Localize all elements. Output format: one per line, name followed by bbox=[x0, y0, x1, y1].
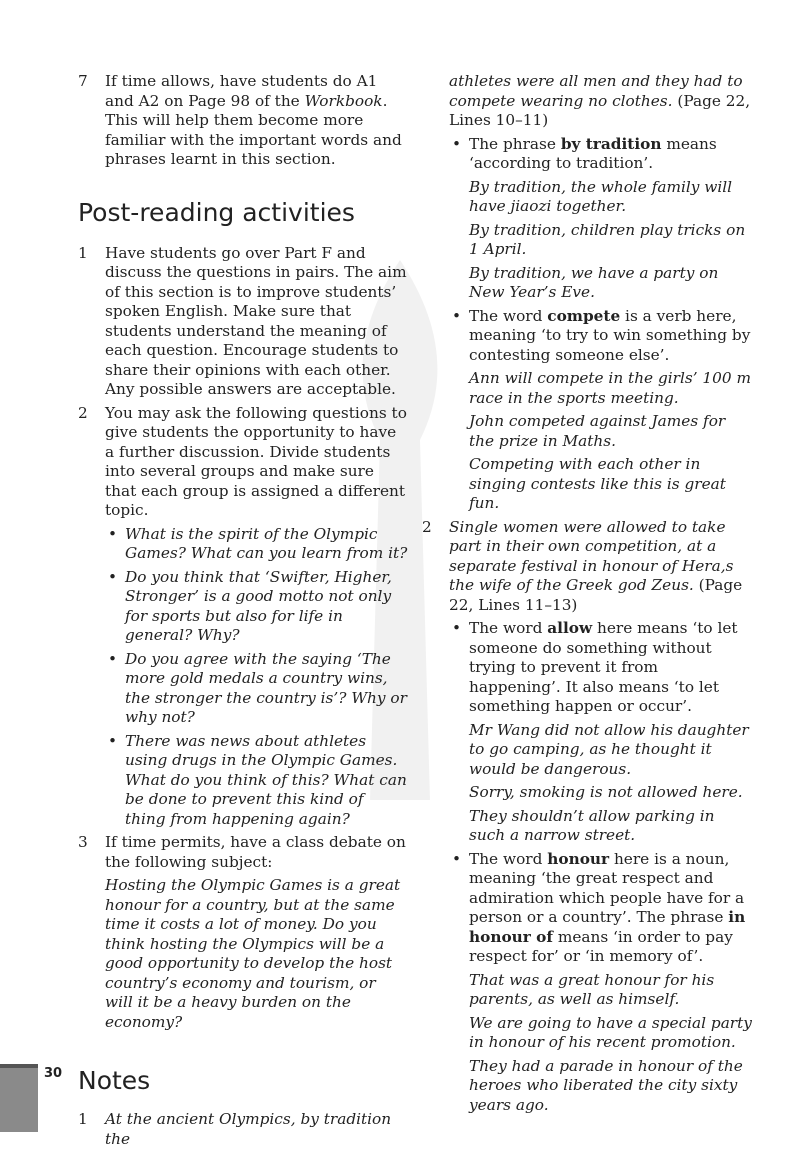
question-text: Do you think that ‘Swifter, Higher, Stronger’ is a good motto not only for sports but also for life in general? Why? bbox=[125, 567, 392, 644]
notes-heading: Notes bbox=[78, 1066, 151, 1095]
note-1-continued bbox=[422, 72, 752, 131]
note-2 bbox=[422, 518, 752, 1116]
vocab-term: by tradition bbox=[560, 134, 662, 153]
activity-number: 1 bbox=[78, 243, 88, 262]
activity-2 bbox=[78, 404, 408, 830]
question-text: What is the spirit of the Olympic Games? What can you learn from it? bbox=[125, 524, 408, 562]
activity-number: 2 bbox=[78, 403, 88, 422]
note-text: At the ancient Olympics, by tradition the bbox=[105, 1110, 392, 1148]
example-sentence: Competing with each other in singing contests like this is great fun. bbox=[469, 455, 726, 512]
teaching-step-7 bbox=[78, 72, 408, 170]
activity-3 bbox=[78, 833, 408, 1032]
step-text-end: . This will help them become more familiar with the important words and phrases learnt in this section. bbox=[105, 91, 402, 168]
vocab-term: compete bbox=[547, 306, 621, 325]
example-sentence: By tradition, we have a party on New Year’s Eve. bbox=[469, 263, 719, 301]
step-number: 7 bbox=[78, 72, 88, 90]
discussion-question bbox=[105, 568, 408, 646]
vocab-text: here is a noun, meaning ‘the great respect and admiration which people have for a person or a country’. The phrase bbox=[469, 849, 745, 926]
question-text: There was news about athletes using drugs in the Olympic Games. What do you think of this? What can be done to prevent this kind of thing from happening again? bbox=[125, 731, 407, 828]
post-reading-heading: Post-reading activities bbox=[78, 197, 355, 227]
vocab-text: means ‘in order to pay respect for’ or ‘in memory of’. bbox=[469, 927, 733, 965]
example-sentence: They shouldn’t allow parking in such a narrow street. bbox=[469, 806, 715, 844]
vocab-honour bbox=[449, 850, 752, 967]
vocab-text: The word bbox=[469, 306, 548, 325]
note-quote: athletes were all men and they had to compete wearing no clothes. bbox=[449, 72, 743, 110]
example-sentence: They had a parade in honour of the heroes who liberated the city sixty years ago. bbox=[469, 1056, 743, 1114]
left-column bbox=[78, 72, 408, 1149]
vocab-text: The phrase bbox=[469, 134, 561, 153]
vocab-text: means ‘according to tradition’. bbox=[469, 134, 717, 172]
bullet-icon: • bbox=[452, 849, 462, 868]
vocab-text: The word bbox=[469, 849, 548, 868]
discussion-question bbox=[105, 525, 408, 564]
vocab-text: here means ‘to let someone do something without trying to prevent it from happening’. It also means ‘to let something happen or occur’. bbox=[469, 619, 738, 715]
example-sentence: John competed against James for the prize in Maths. bbox=[469, 412, 726, 450]
note-reference: (Page 22, Lines 11–13) bbox=[449, 576, 743, 614]
discussion-question bbox=[105, 650, 408, 728]
bullet-icon: • bbox=[452, 619, 462, 637]
activity-number: 3 bbox=[78, 833, 88, 851]
note-1-explanations bbox=[422, 135, 752, 514]
example-sentence: We are going to have a special party in honour of his recent promotion. bbox=[469, 1013, 752, 1051]
example-sentence: Ann will compete in the girls’ 100 m race in the sports meeting. bbox=[469, 369, 751, 407]
page-number: 30 bbox=[44, 1066, 63, 1081]
vocab-compete bbox=[449, 307, 752, 366]
note-number: 2 bbox=[422, 517, 432, 536]
discussion-question bbox=[105, 732, 408, 830]
vocab-term: in honour of bbox=[469, 908, 746, 946]
note-quote: Single women were allowed to take part in their own competition, at a separate festival in honour of Hera,s the wife of the Greek god Zeus. bbox=[449, 517, 734, 594]
footer-tab bbox=[0, 1068, 38, 1132]
example-sentence: By tradition, the whole family will have jiaozi together. bbox=[469, 177, 733, 215]
bullet-icon: • bbox=[108, 731, 118, 750]
example-sentence: Sorry, smoking is not allowed here. bbox=[469, 783, 743, 801]
workbook-title: Workbook bbox=[304, 91, 383, 110]
bullet-icon: • bbox=[108, 649, 118, 668]
activity-text: If time permits, have a class debate on the following subject: bbox=[105, 833, 406, 871]
step-text: If time allows, have students do A1 and A2 on Page 98 of the bbox=[105, 72, 378, 110]
activity-text: Have students go over Part F and discuss the questions in pairs. The aim of this section is to improve students’ spoken English. Make sure that students understand the meaning of each question. Encourage students to share their opinions with each other. Any possible answers are acceptable. bbox=[105, 243, 407, 398]
note-number: 1 bbox=[78, 1110, 88, 1128]
example-sentence: By tradition, children play tricks on 1 April. bbox=[469, 220, 746, 258]
right-column bbox=[422, 72, 752, 1115]
bullet-icon: • bbox=[452, 306, 462, 325]
vocab-by-tradition bbox=[449, 135, 752, 174]
vocab-term: allow bbox=[547, 619, 593, 637]
bullet-icon: • bbox=[452, 134, 462, 153]
debate-subject: Hosting the Olympic Games is a great honour for a country, but at the same time it costs a lot of money. Do you think hosting the Olympics will be a good opportunity to develop the host country’s economy and tourism, or will it be a heavy burden on the economy? bbox=[105, 876, 401, 1031]
activity-text: You may ask the following questions to give students the opportunity to have a further discussion. Divide students into several groups and make sure that each group is assigned a different topic. bbox=[105, 403, 407, 519]
vocab-text: The word bbox=[469, 619, 548, 637]
vocab-text: is a verb here, meaning ‘to try to win something by contesting someone else’. bbox=[469, 306, 751, 364]
example-sentence: That was a great honour for his parents, as well as himself. bbox=[469, 970, 715, 1008]
vocab-allow bbox=[449, 619, 752, 717]
question-text: Do you agree with the saying ‘The more gold medals a country wins, the stronger the country is’? Why or why not? bbox=[125, 649, 407, 726]
bullet-icon: • bbox=[108, 567, 118, 586]
vocab-term: honour bbox=[547, 849, 610, 868]
note-1 bbox=[78, 1110, 408, 1149]
note-reference: (Page 22, Lines 10–11) bbox=[449, 91, 751, 129]
bullet-icon: • bbox=[108, 524, 118, 543]
activity-1 bbox=[78, 244, 408, 400]
example-sentence: Mr Wang did not allow his daughter to go camping, as he thought it would be dangerous. bbox=[469, 720, 749, 778]
